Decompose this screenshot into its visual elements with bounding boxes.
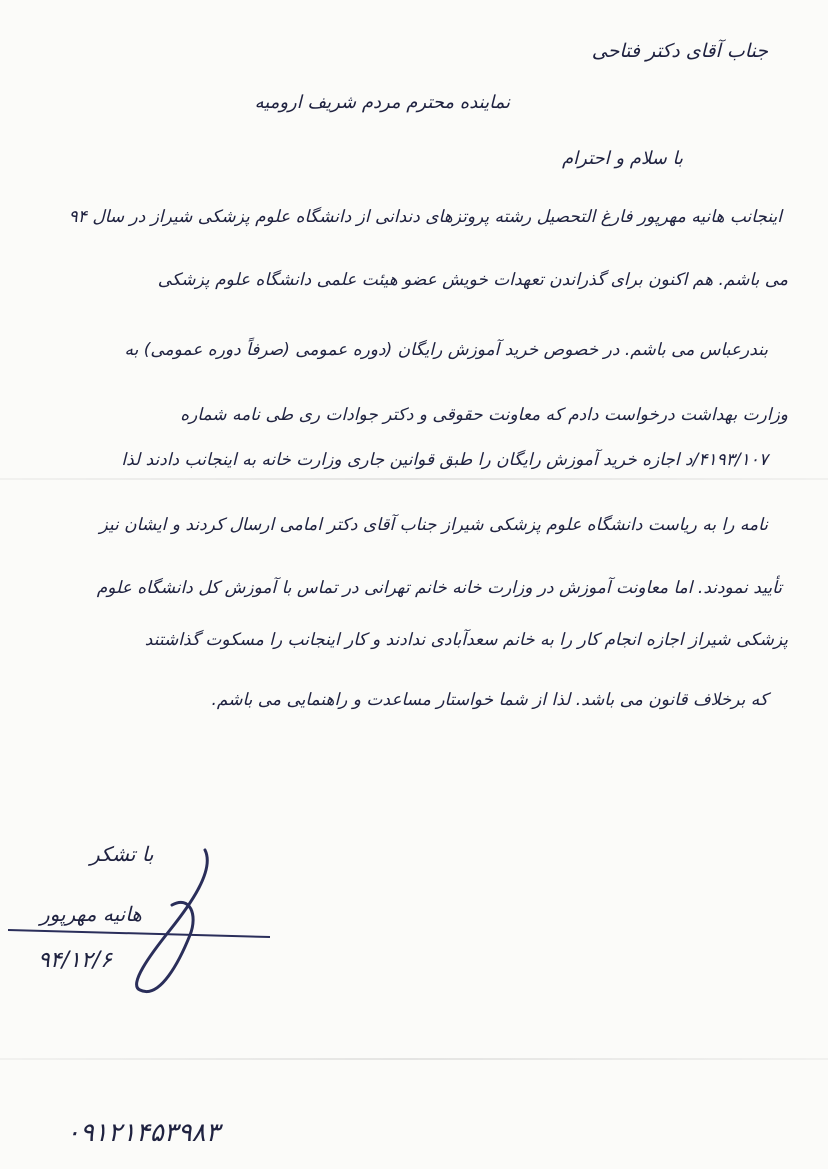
body-line: تأیید نمودند. اما معاونت آموزش در وزارت خانه خانم تهرانی در تماس با آموزش کل دانشگاه علوم	[96, 578, 782, 598]
body-line: که برخلاف قانون می باشد. لذا از شما خواستار مساعدت و راهنمایی می باشم.	[211, 690, 768, 710]
body-line: نامه را به ریاست دانشگاه علوم پزشکی شیراز جناب آقای دکتر امامی ارسال کردند و ایشان نیز	[99, 515, 768, 535]
body-line: بندرعباس می باشم. در خصوص خرید آموزش رایگان (دوره عمومی (صرفاً دوره عمومی) به	[124, 340, 768, 360]
body-line: پزشکی شیراز اجازه انجام کار را به خانم سعدآبادی ندادند و کار اینجانب را مسکوت گذاشتند	[144, 630, 788, 650]
body-line: ۴۱۹۳/۱۰۷/د اجازه خرید آموزش رایگان را طبق قوانین جاری وزارت خانه به اینجانب دادند لذا	[121, 450, 768, 470]
signature-closing: با تشکر	[90, 842, 154, 866]
greeting: با سلام و احترام	[562, 148, 683, 169]
body-line: می باشم. هم اکنون برای گذراندن تعهدات خویش عضو هیئت علمی دانشگاه علوم پزشکی	[157, 270, 788, 290]
body-line: وزارت بهداشت درخواست دادم که معاونت حقوقی و دکتر جوادات ری طی نامه شماره	[180, 405, 788, 425]
body-line: اینجانب هانیه مهرپور فارغ التحصیل رشته پروتزهای دندانی از دانشگاه علوم پزشکی شیراز در سال ۹۴	[68, 207, 782, 227]
phone-number: ۰۹۱۲۱۴۵۳۹۸۳	[66, 1118, 220, 1148]
salutation-title: نماینده محترم مردم شریف ارومیه	[254, 92, 510, 113]
signature-date: ۹۴/۱۲/۶	[38, 948, 112, 973]
signature-name: هانیه مهرپور	[40, 902, 142, 926]
salutation-addressee: جناب آقای دکتر فتاحی	[591, 40, 768, 62]
